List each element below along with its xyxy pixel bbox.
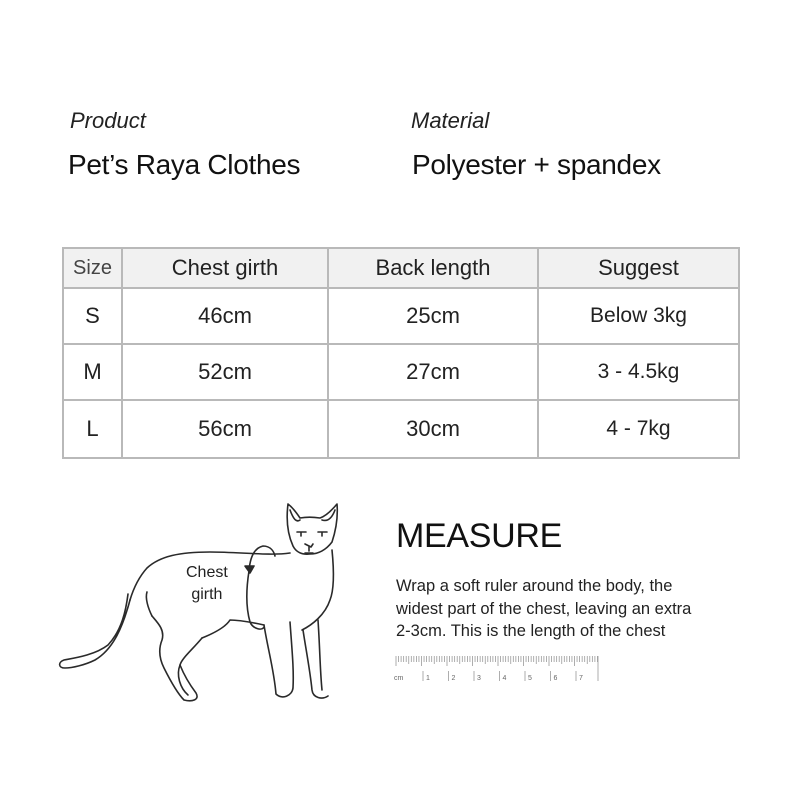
measure-title: MEASURE [396,517,563,555]
size-chart-table [62,247,740,459]
chest-girth-label-line1: Chest [186,564,228,581]
measure-line-2: widest part of the chest, leaving an extra [396,599,692,618]
measure-line-1: Wrap a soft ruler around the body, the [396,577,673,595]
cell-back-length: 25cm [328,288,538,344]
table-row [63,344,739,400]
product-name: Pet’s Raya Clothes [68,149,301,180]
ruler-icon [394,655,604,685]
header-back-length: Back length [328,248,538,288]
material-label: Material [411,108,490,133]
cell-chest-girth: 46cm [122,288,328,344]
svg-text:4: 4 [502,675,507,682]
chest-girth-label [186,562,228,606]
cell-suggest: 3 - 4.5kg [538,344,739,400]
svg-text:5: 5 [528,675,532,682]
measure-line-3: 2-3cm. This is the length of the chest [396,622,666,640]
cell-back-length: 27cm [328,344,538,400]
header-chest-girth: Chest girth [122,248,328,288]
cell-chest-girth: 52cm [122,344,328,400]
svg-text:cm: cm [394,675,404,682]
material-value: Polyester + spandex [412,149,661,180]
cell-size: M [63,344,122,400]
cell-size: S [63,288,122,344]
table-header-row [63,248,739,288]
cell-back-length: 30cm [328,400,538,458]
svg-text:3: 3 [477,675,481,682]
svg-text:6: 6 [553,675,558,682]
header-size: Size [63,248,122,288]
table-row [63,288,739,344]
cell-suggest: 4 - 7kg [538,400,739,458]
product-label: Product [70,108,146,133]
header-suggest: Suggest [538,248,739,288]
svg-text:1: 1 [426,675,430,682]
svg-text:7: 7 [579,675,583,682]
chest-girth-label-line2: girth [191,586,223,603]
svg-text:2: 2 [451,675,456,682]
cell-suggest: Below 3kg [538,288,739,344]
measure-instructions [396,575,736,643]
cell-size: L [63,400,122,458]
table-row [63,400,739,458]
cell-chest-girth: 56cm [122,400,328,458]
